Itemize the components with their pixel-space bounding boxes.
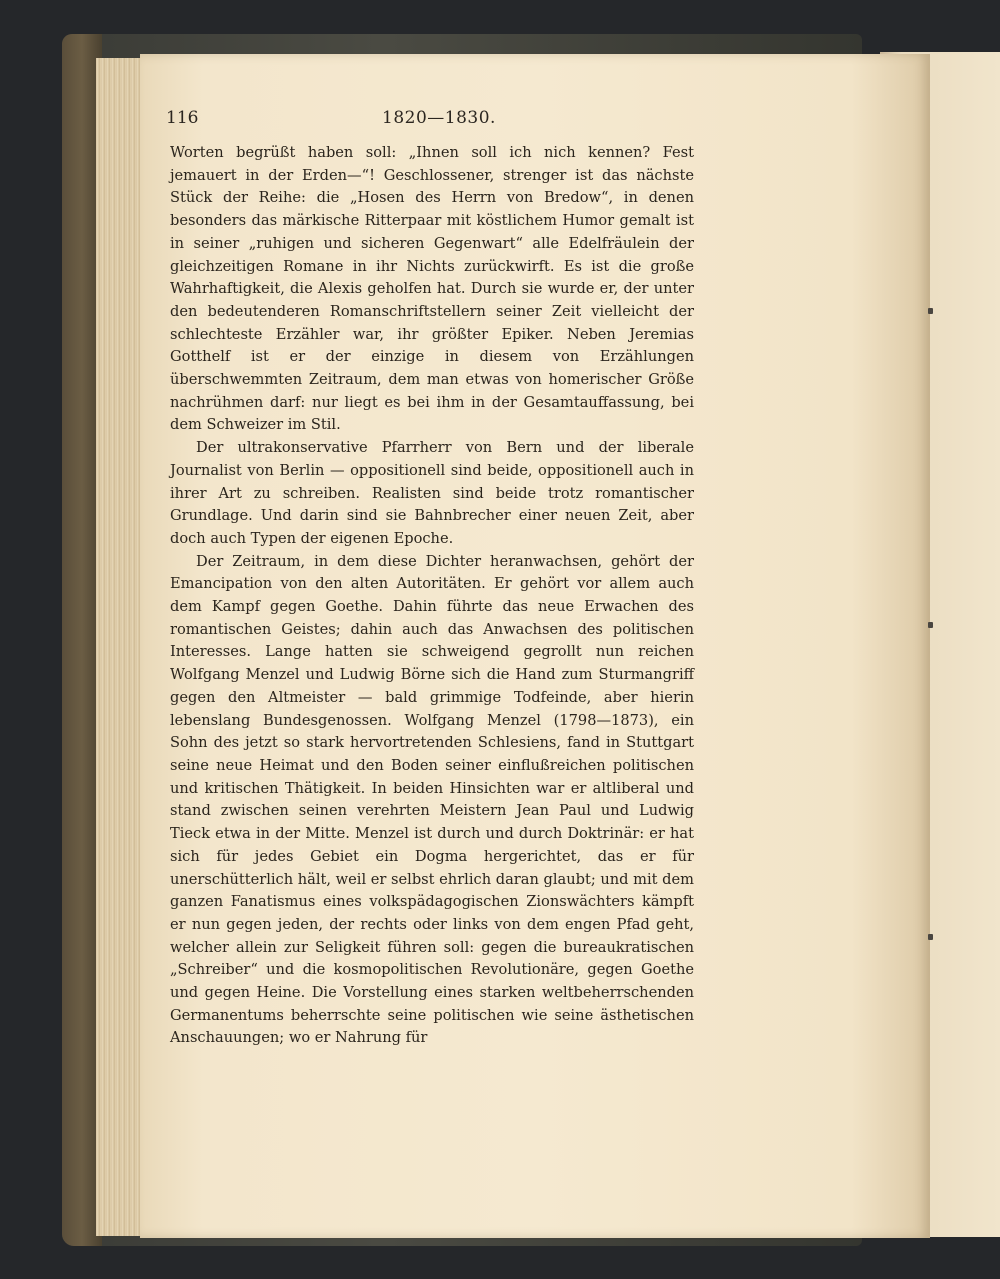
paragraph: Worten begrüßt haben soll: „Ihnen soll ich nich kennen? Fest jemauert in der Erden—“! Geschlossener, strenger ist das nächste Stück der Reihe: die „Hosen des Herrn von Bredow“, in denen besonders das märkische Ritterpaar mit köstlichem Humor gemalt ist in seiner „ruhigen und sicheren Gegenwart“ alle Edelfräulein der gleichzeitigen Romane in ihr Nichts zurückwirft. Es ist die große Wahrhaftigkeit, die Alexis geholfen hat. Durch sie wurde er, der unter den bedeutenderen Romanschriftstellern seiner Zeit vielleicht der schlechteste Erzähler war, ihr größter Epiker. Neben Jeremias Gotthelf ist er der einzige in diesem von Erzählungen überschwemmten Zeitraum, dem man etwas von homerischer Größe nachrühmen darf: nur liegt es bei ihm in der Gesamtauffassung, bei dem Schweizer im Stil. xyxy=(170,144,694,434)
page-mark xyxy=(928,622,933,628)
page-mark xyxy=(928,934,933,940)
page-body xyxy=(170,142,694,1050)
running-title: 1820—1830. xyxy=(382,108,496,128)
paragraph: Der Zeitraum, in dem diese Dichter heranwachsen, gehört der Emancipation von den alten Autoritäten. Er gehört vor allem auch dem Kampf gegen Goethe. Dahin führte das neue Erwachen des romantischen Geistes; dahin auch das Anwachsen des politischen Interesses. Lange hatten sie schweigend gegrollt nun reichen Wolfgang Menzel und Ludwig Börne sich die Hand zum Sturmangriff gegen den Altmeister — bald grimmige Todfeinde, aber hierin lebenslang Bundesgenossen. Wolfgang Menzel (1798—1873), ein Sohn des jetzt so stark hervortretenden Schlesiens, fand in Stuttgart seine neue Heimat und den Boden seiner einflußreichen politischen und kritischen Thätigkeit. In beiden Hinsichten war er altliberal und stand zwischen seinen verehrten Meistern Jean Paul und Ludwig Tieck etwa in der Mitte. Menzel ist durch und durch Doktrinär: er hat sich für jedes Gebiet ein Dogma hergerichtet, das er für unerschütterlich hält, weil er selbst ehrlich daran glaubt; und mit dem ganzen Fanatismus eines volkspädagogischen Zionswächters kämpft er nun gegen jeden, der rechts oder links von dem engen Pfad geht, welcher allein zur Seligkeit führen soll: gegen die bureaukratischen „Schreiber“ und die kosmopolitischen Revolutionäre, gegen Goethe und gegen Heine. Die Vorstellung eines starken weltbeherrschenden Germanentums beherrschte seine politischen wie seine ästhetischen Anschauungen; wo er Nahrung für xyxy=(170,552,694,1047)
page-mark xyxy=(928,308,933,314)
page-header xyxy=(166,108,682,132)
page-number: 116 xyxy=(166,108,199,128)
paragraph: Der ultrakonservative Pfarrherr von Bern und der liberale Journalist von Berlin — oppositionell sind beide, oppositionell auch in ihrer Art zu schreiben. Realisten sind beide trotz romantischer Grundlage. Und darin sind sie Bahnbrecher einer neuen Zeit, aber doch auch Typen der eigenen Epoche. xyxy=(170,439,694,547)
